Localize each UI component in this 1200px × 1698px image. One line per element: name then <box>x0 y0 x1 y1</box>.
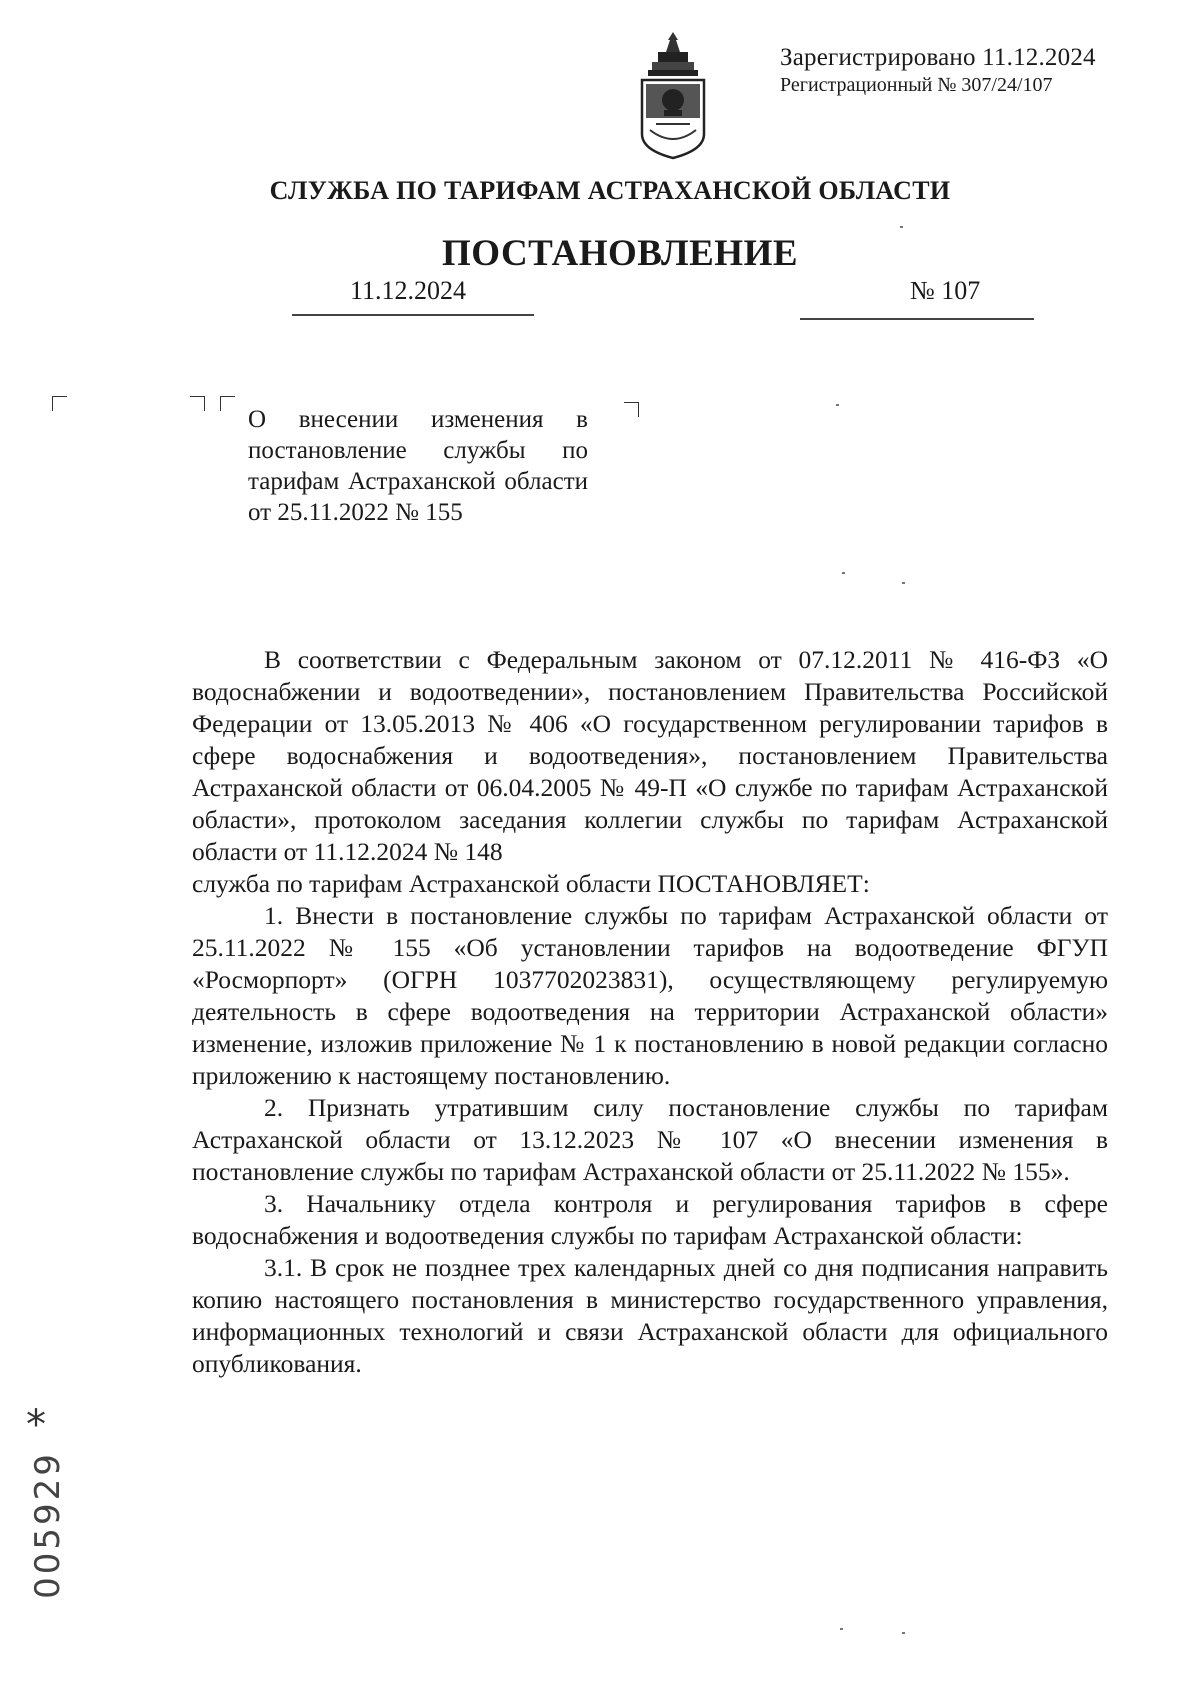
number-underline <box>800 318 1034 320</box>
registration-number: Регистрационный № 307/24/107 <box>780 74 1053 96</box>
document-body <box>192 644 1108 1380</box>
side-serial-number <box>28 1420 68 1630</box>
coat-of-arms-icon <box>634 30 712 162</box>
scan-speck <box>836 404 839 406</box>
preamble-paragraph: В соответствии с Федеральным законом от 07.12.2011 № 416-ФЗ «О водоснабжении и водоотведении», постановлением Правительства Российской Федерации от 13.05.2013 № 406 «О государственном регулировании тарифов в сфере водоснабжения и водоотведения», постановлением Правительства Астраханской области от 06.04.2005 № 49-П «О службе по тарифам Астраханской области», протоколом заседания коллегии службы по тарифам Астраханской области от 11.12.2024 № 148 <box>192 645 1108 866</box>
document-number: № 107 <box>910 276 981 305</box>
side-serial-text: 005929 <box>28 1451 68 1599</box>
corner-mark <box>624 402 639 417</box>
item-paragraph: 1. Внести в постановление службы по тарифам Астраханской области от 25.11.2022 № 155 «Об установлении тарифов на водоотведение ФГУП «Росморпорт» (ОГРН 1037702023831), осуществляющему регулируемую деятельность в сфере водоотведения на территории Астраханской области» изменение, изложив приложение № 1 к постановлению в новой редакции согласно приложению к настоящему постановлению. <box>192 901 1108 1090</box>
scan-speck <box>840 1628 843 1630</box>
document-type: ПОСТАНОВЛЕНИЕ <box>441 233 799 274</box>
scan-speck <box>902 1632 905 1634</box>
item-paragraph: 2. Признать утратившим силу постановление службы по тарифам Астраханской области от 13.12.2023 № 107 «О внесении изменения в постановление службы по тарифам Астраханской области от 25.11.2022 № 155». <box>192 1093 1108 1186</box>
document-subject: О внесении изменения в постановление службы по тарифам Астраханской области от 25.11.2022 № 155 <box>248 406 588 526</box>
date-underline <box>292 314 534 316</box>
scan-speck <box>900 226 903 228</box>
item-paragraph: 3.1. В срок не позднее трех календарных дней со дня подписания направить копию настоящего постановления в министерство государственного управления, информационных технологий и связи Астраханской области для официального опубликования. <box>192 1253 1108 1378</box>
scan-speck <box>902 582 905 584</box>
registration-date: Зарегистрировано 11.12.2024 <box>780 44 1096 71</box>
document-date: 11.12.2024 <box>350 276 467 305</box>
resolution-line: служба по тарифам Астраханской области ПОСТАНОВЛЯЕТ: <box>192 869 870 898</box>
corner-mark <box>220 396 235 411</box>
item-paragraph: 3. Начальнику отдела контроля и регулирования тарифов в сфере водоснабжения и водоотведения службы по тарифам Астраханской области: <box>192 1189 1108 1250</box>
registration-stamp <box>780 44 1180 97</box>
scan-speck <box>842 572 845 574</box>
corner-mark <box>52 396 67 411</box>
side-asterisk: * <box>26 1402 46 1448</box>
agency-name: СЛУЖБА ПО ТАРИФАМ АСТРАХАНСКОЙ ОБЛАСТИ <box>269 176 951 205</box>
corner-mark <box>190 396 205 411</box>
